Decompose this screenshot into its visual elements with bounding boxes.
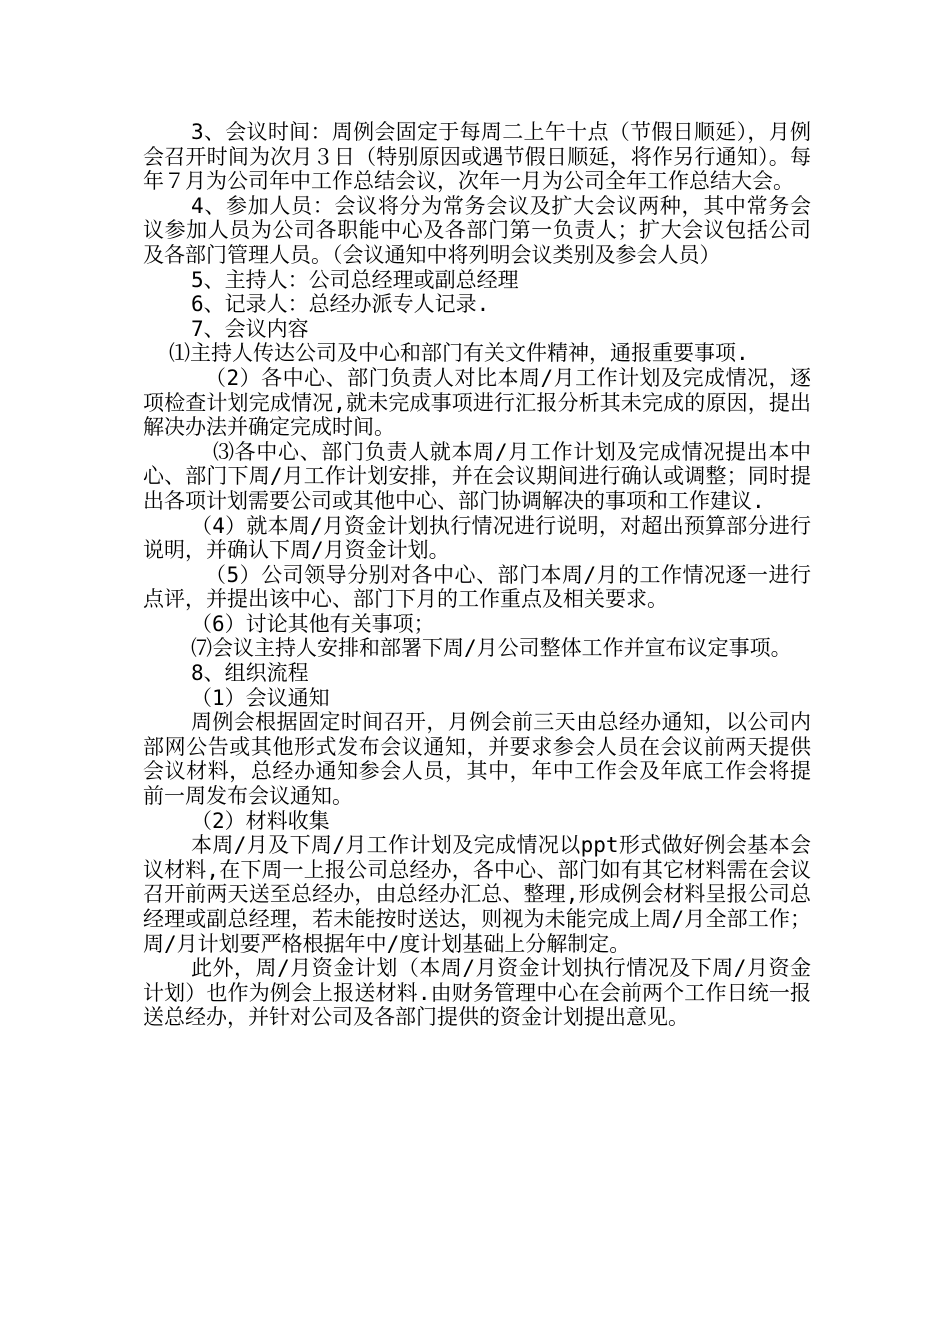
paragraph-content-item-1: ⑴主持人传达公司及中心和部门有关文件精神，通报重要事项. (169, 341, 749, 366)
paragraph-meeting-notice-heading: （1）会议通知 (191, 685, 330, 710)
paragraph-content-item-4: （4）就本周/月资金计划执行情况进行说明，对超出预算部分进行说明，并确认下周/月资金计划。 (143, 513, 811, 563)
paragraph-content-item-3: ⑶各中心、部门负责人就本周/月工作计划及完成情况提出本中心、部门下周/月工作计划安排，并在会议期间进行确认或调整；同时提出各项计划需要公司或其他中心、部门协调解决的事项和工作建议. (143, 439, 811, 513)
paragraph-organization-process-heading: 8、组织流程 (191, 661, 309, 686)
paragraph-content-item-5: （5）公司领导分别对各中心、部门本周/月的工作情况逐一进行点评，并提出该中心、部门下月的工作重点及相关要求。 (143, 562, 811, 612)
paragraph-recorder: 6、记录人：总经办派专人记录. (191, 292, 490, 317)
paragraph-content-item-2: （2）各中心、部门负责人对比本周/月工作计划及完成情况，逐项检查计划完成情况,就未完成事项进行汇报分析其未完成的原因，提出解决办法并确定完成时间。 (143, 365, 811, 440)
paragraph-fund-plan: 此外，周/月资金计划（本周/月资金计划执行情况及下周/月资金计划）也作为例会上报送材料.由财务管理中心在会前两个工作日统一报送总经办，并针对公司及各部门提供的资金计划提出意见。 (143, 956, 811, 1030)
paragraph-material-collection: 本周/月及下周/月工作计划及完成情况以ppt形式做好例会基本会议材料,在下周一上报公司总经办，各中心、部门如有其它材料需在会议召开前两天送至总经办，由总经办汇总、整理,形成例会材料呈报公司总经理或副总经理，若未能按时送达，则视为未能完成上周/月全部工作；周/月计划要严格根据年中/度计划基础上分解制定。 (143, 833, 811, 956)
paragraph-chairperson: 5、主持人：公司总经理或副总经理 (191, 267, 519, 292)
document-body (143, 120, 811, 1030)
paragraph-content-item-6: （6）讨论其他有关事项； (191, 611, 435, 636)
paragraph-meeting-time: 3、会议时间：周例会固定于每周二上午十点（节假日顺延），月例会召开时间为次月３日（特别原因或遇节假日顺延，将作另行通知）。每年７月为公司年中工作总结会议，次年一月为公司全年工作总结大会。 (143, 120, 811, 194)
paragraph-meeting-content-heading: 7、会议内容 (191, 316, 309, 341)
paragraph-meeting-notice: 周例会根据固定时间召开，月例会前三天由总经办通知，以公司内部网公告或其他形式发布会议通知，并要求参会人员在会议前两天提供会议材料，总经办通知参会人员，其中，年中工作会及年底工作会将提前一周发布会议通知。 (143, 710, 811, 809)
paragraph-content-item-7: ⑺会议主持人安排和部署下周/月公司整体工作并宣布议定事项。 (191, 636, 792, 661)
paragraph-material-collection-heading: （2）材料收集 (191, 808, 330, 833)
paragraph-attendees: 4、参加人员：会议将分为常务会议及扩大会议两种，其中常务会议参加人员为公司各职能中心及各部门第一负责人；扩大会议包括公司及各部门管理人员。（会议通知中将列明会议类别及参会人员） (143, 193, 811, 267)
